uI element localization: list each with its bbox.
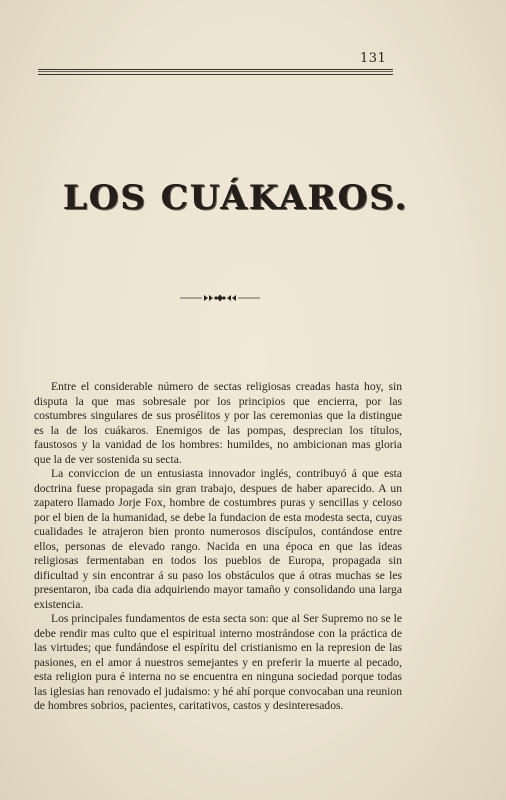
header-rule [38,69,393,75]
page-number: 131 [360,51,387,66]
paragraph: Los principales fundamentos de esta secta son: que al Ser Supremo no se le debe rendir mas culto que el espiritual interno mostrándose con la práctica de las virtudes; que fundándose el espíritu del cristianismo en la represion de las pasiones, en el amor á nuestros semejantes y en preferir la muerte al pecado, esta religion pura é interna no se encuentra en ninguna sociedad porque todas las iglesias han renovado el judaismo: y hé ahí porque convocaban una reunion de hombres sobrios, pacientes, caritativos, castos y desinteresados. [34,612,402,712]
chapter-title: LOS CUÁKAROS. [63,178,409,218]
paragraph: La conviccion de un entusiasta innovador inglés, contribuyó á que esta doctrina fuese propagada sin gran trabajo, despues de haber aparecido. A un zapatero llamado Jorje Fox, hombre de costumbres puras y sencillas y celoso por el bien de la humanidad, se debe la fundacion de esta modesta secta, cuyas cualidades le atrajeron bien pronto numerosos discípulos, contándose entre ellos, personas de elevado rango. Nacida en una época en que las ideas religiosas fermentaban en todos los pueblos de Europa, propagada sin dificultad y sin encontrar á su paso los obstáculos que á otras muchas se les presentaron, iba cada dia adquiriendo mayor tamaño y consolidando una larga existencia. [34,467,402,611]
body-text [34,380,402,714]
paragraph: Entre el considerable número de sectas religiosas creadas hasta hoy, sin disputa la que mas sobresale por los principios que encierra, por las costumbres singulares de sus prosélitos y por las ceremonias que la distingue es la de los cuákaros. Enemigos de las pompas, desprecian los títulos, faustosos y la vanidad de los hombres: humildes, no ambicionan mas gloria que la de ver sostenida su secta. [34,380,402,466]
ornament-divider-icon [180,292,260,304]
